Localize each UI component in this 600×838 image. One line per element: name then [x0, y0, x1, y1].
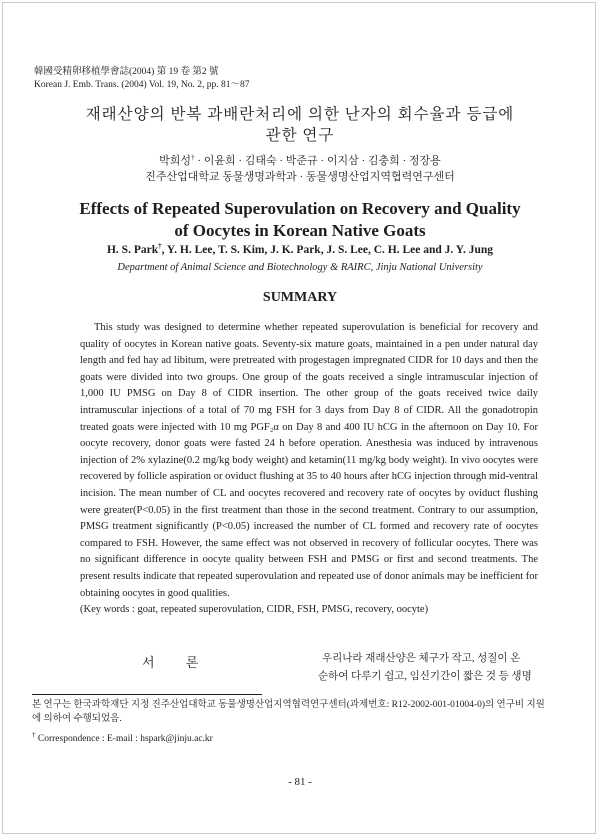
english-title-line1: Effects of Repeated Superovulation on Recovery and Quality — [79, 199, 521, 218]
english-dagger-mark: † — [158, 242, 162, 250]
introduction-text — [318, 650, 550, 686]
journal-citation — [34, 66, 250, 92]
abstract-body — [80, 320, 538, 619]
korean-first-author: 박희성 — [159, 155, 192, 167]
english-title — [0, 198, 600, 242]
correspondence-note — [32, 728, 552, 746]
footnote-divider — [32, 694, 262, 695]
department-affiliation: Department of Animal Science and Biotechnology & RAIRC, Jinju National University — [117, 262, 483, 273]
korean-title-line1: 재래산양의 반복 과배란처리에 의한 난자의 회수율과 등급에 — [85, 106, 515, 123]
funding-note: 본 연구는 한국과학재단 지정 진주산업대학교 동물생명산업지역협력연구센터(과제번호: R12-2002-001-01004-0)의 연구비 지원에 의하여 수행되었음. — [32, 700, 545, 724]
abstract-paragraph: This study was designed to determine whether repeated superovulation is beneficial for recovery and quality of oocytes in Korean native goats. Seventy-six mature goats, maintained in a pen under natural day length and fed hay ad libitum, were pretreated with progestagen impregnated CIDR for 10 days and then the goats were divided into two groups. One group of the goats received a single intramuscular injection of 1,000 IU PMSG on Day 8 of CIDR insertion. The other group of the goats received twice daily intramuscular injections of a total of 70 mg FSH for 3 days from Day 8 of CIDR. All the gonadotropin treated goats were injected with 10 mg PGF₂α on Day 8 and 400 IU hCG in the afternoon on Day 10. For oocyte recovery, donor goats were fasted 24 h before operation. Anesthesia was induced by intravenous injection of 2% xylazine(0.2 mg/kg body weight) and ketamin(11 mg/kg body weight). In vivo oocytes were recovered by follicle aspiration or oviduct flushing at 35 to 40 hours after hCG injection through mid-ventral incision. The mean number of CL and oocytes recovered and recovery rate of oocytes by oviduct flushing were greater(P<0.05) in the first treatment than those in the second treatment. Contrary to our assumption, PMSG treatment significantly (P<0.05) increased the number of CL formed and recovery rate of oocytes compared to FSH. However, the same effect was not observed in recovery of follicular oocytes. There was no significant difference in oocyte quality between FSH and PMSG or first and second treatments. The present results indicate that repeated superovulation and repeated use of donor animals may be inefficient for obtaining oocytes in good qualities. — [80, 322, 538, 599]
page-number: - 81 - — [288, 776, 312, 788]
korean-title-line2: 관한 연구 — [265, 127, 335, 144]
korean-title — [0, 104, 600, 146]
correspondence-dagger: † — [32, 731, 36, 739]
introduction-line2: 순하여 다루기 쉽고, 임신기간이 짧은 것 등 생명 — [318, 671, 532, 682]
korean-other-authors: · 이윤희 · 김태숙 · 박준규 · 이지삼 · 김충희 · 정장용 — [197, 155, 441, 167]
english-authors — [0, 242, 600, 256]
correspondence-email: Correspondence : E-mail : hspark@jinju.ac.kr — [37, 734, 213, 745]
korean-affiliation: 진주산업대학교 동물생명과학과 · 동물생명산업지역협력연구센터 — [145, 171, 455, 183]
introduction-line1: 우리나라 재래산양은 체구가 작고, 성질이 온 — [322, 653, 521, 664]
summary-heading: SUMMARY — [262, 290, 338, 305]
keywords: (Key words : goat, repeated superovulation, CIDR, FSH, PMSG, recovery, oocyte) — [80, 604, 429, 616]
english-title-line2: of Oocytes in Korean Native Goats — [174, 221, 426, 240]
korean-authors — [0, 152, 600, 168]
english-other-authors: , Y. H. Lee, T. S. Kim, J. K. Park, J. S. Lee, C. H. Lee and J. Y. Jung — [161, 243, 494, 256]
journal-citation-english: Korean J. Emb. Trans. (2004) Vol. 19, No. 2, pp. 81～87 — [34, 80, 250, 90]
footnotes — [32, 698, 552, 748]
dagger-mark: † — [191, 153, 195, 162]
journal-citation-korean: 韓國受精卵移植學會誌(2004) 第 19 卷 第2 號 — [34, 67, 219, 77]
introduction-heading: 서 론 — [142, 655, 213, 670]
english-first-author: H. S. Park — [106, 243, 159, 256]
